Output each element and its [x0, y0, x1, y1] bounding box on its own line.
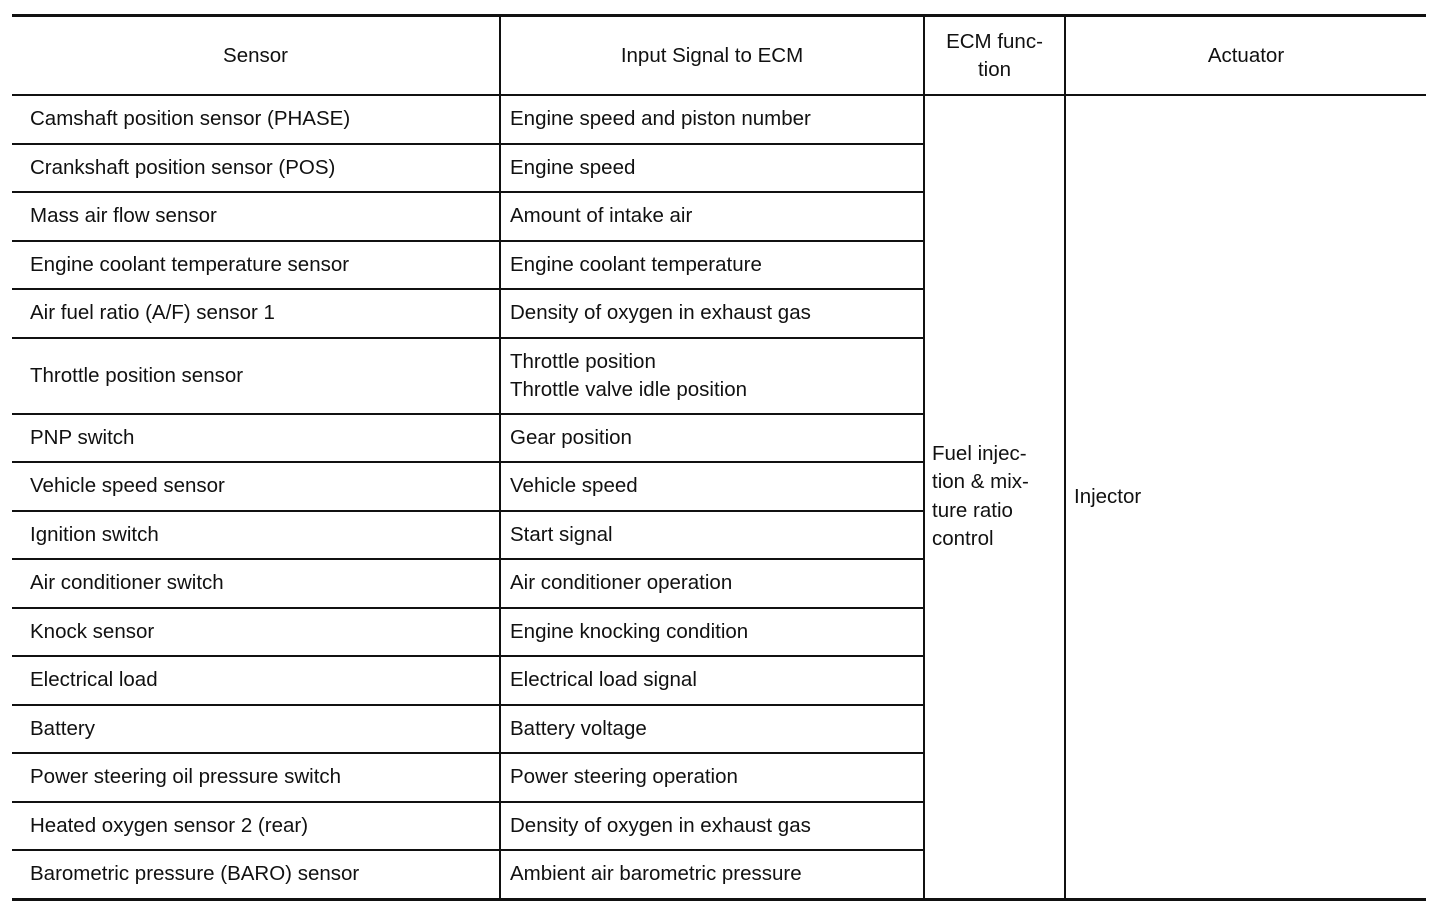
ecm-input-output-table: [12, 14, 1426, 901]
input-signal-line: Power steering operation: [510, 765, 738, 789]
sensor-cell: Camshaft position sensor (PHASE): [12, 95, 500, 144]
input-signal-cell: [500, 656, 924, 705]
table-header-row: [12, 16, 1426, 96]
input-signal-line: Density of oxygen in exhaust gas: [510, 301, 811, 325]
input-signal-line: Density of oxygen in exhaust gas: [510, 813, 811, 837]
sensor-cell: Mass air flow sensor: [12, 192, 500, 241]
input-signal-line: Air conditioner operation: [510, 571, 733, 595]
input-signal-cell: [500, 462, 924, 511]
ecm-function-line: control: [932, 527, 994, 551]
input-signal-line: Throttle position: [510, 349, 656, 373]
table-row: [12, 95, 1426, 144]
input-signal-cell: [500, 241, 924, 290]
input-signal-cell: [500, 414, 924, 463]
sensor-cell: Vehicle speed sensor: [12, 462, 500, 511]
sensor-cell: Throttle position sensor: [12, 338, 500, 414]
input-signal-cell: [500, 802, 924, 851]
input-signal-line: Gear position: [510, 425, 632, 449]
header-sensor: Sensor: [12, 16, 500, 96]
ecm-function-line: Fuel injec-: [932, 441, 1027, 465]
input-signal-line: Battery voltage: [510, 716, 647, 740]
sensor-cell: Power steering oil pressure switch: [12, 753, 500, 802]
input-signal-line: Ambient air barometric pressure: [510, 862, 802, 886]
input-signal-line: Engine speed and piston number: [510, 107, 811, 131]
input-signal-cell: [500, 705, 924, 754]
header-ecm-function: [924, 16, 1065, 96]
sensor-cell: Knock sensor: [12, 608, 500, 657]
input-signal-cell: [500, 608, 924, 657]
input-signal-line: Amount of intake air: [510, 204, 693, 228]
input-signal-line: Electrical load signal: [510, 668, 697, 692]
sensor-cell: Crankshaft position sensor (POS): [12, 144, 500, 193]
input-signal-cell: [500, 511, 924, 560]
ecm-function-line: tion & mix-: [932, 470, 1029, 494]
input-signal-cell: [500, 192, 924, 241]
table-body: [12, 95, 1426, 899]
header-ecm-function-line: ECM func-: [946, 29, 1043, 53]
header-input-signal: Input Signal to ECM: [500, 16, 924, 96]
sensor-cell: Air conditioner switch: [12, 559, 500, 608]
input-signal-line: Throttle valve idle position: [510, 377, 748, 401]
input-signal-line: Start signal: [510, 522, 613, 546]
input-signal-line: Engine coolant temperature: [510, 252, 762, 276]
input-signal-line: Engine knocking condition: [510, 619, 749, 643]
sensor-cell: Engine coolant temperature sensor: [12, 241, 500, 290]
ecm-function-cell: [924, 95, 1065, 899]
input-signal-cell: [500, 289, 924, 338]
input-signal-line: Engine speed: [510, 155, 636, 179]
input-signal-cell: [500, 753, 924, 802]
input-signal-cell: [500, 559, 924, 608]
header-ecm-function-line: tion: [977, 57, 1012, 81]
sensor-cell: Ignition switch: [12, 511, 500, 560]
input-signal-cell: [500, 850, 924, 899]
input-signal-cell: [500, 95, 924, 144]
ecm-function-line: ture ratio: [932, 498, 1013, 522]
sensor-cell: Electrical load: [12, 656, 500, 705]
input-signal-line: Vehicle speed: [510, 474, 638, 498]
sensor-cell: PNP switch: [12, 414, 500, 463]
sensor-cell: Heated oxygen sensor 2 (rear): [12, 802, 500, 851]
ecm-spec-table-wrapper: [12, 14, 1426, 901]
sensor-cell: Air fuel ratio (A/F) sensor 1: [12, 289, 500, 338]
sensor-cell: Battery: [12, 705, 500, 754]
actuator-cell: Injector: [1065, 95, 1426, 899]
sensor-cell: Barometric pressure (BARO) sensor: [12, 850, 500, 899]
header-actuator: Actuator: [1065, 16, 1426, 96]
input-signal-cell: [500, 338, 924, 414]
input-signal-cell: [500, 144, 924, 193]
